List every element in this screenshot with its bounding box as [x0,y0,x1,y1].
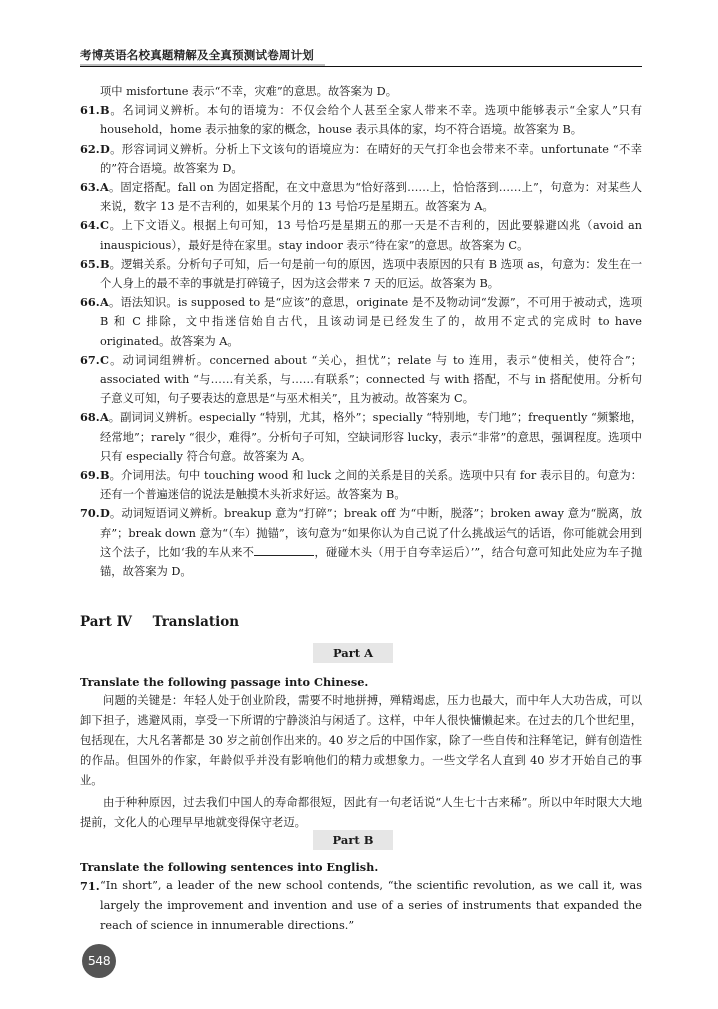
answer-item-69 [80,466,642,504]
item-number: 65. [80,256,100,271]
explanation: 。动词词组辨析。concerned about “关心，担忧”；relate 与 to 连用，表示“使相关，使符合”；associated with “与……有关系，与……有联系”；connected 与 with 搭配，不与 in 搭配使用。分析句子意义可知，句子要表达的意思是“与巫术相关”，且为被动。故答案为 C。 [100,353,642,406]
answer-item-67 [80,351,642,409]
item-number: 71. [80,879,100,893]
header-rule-line [80,66,642,67]
explanation: 。副词词义辨析。especially “特别，尤其，格外”；specially “特别地，专门地”；frequently “频繁地，经常地”；rarely “很少，难得”。分析句子可知，空缺词形容 lucky，表示“非常”的意思，强调程度。选项中只有 especially 符合句意。故答案为 A。 [100,411,642,463]
answer-letter: D [100,506,110,521]
answer-letter: B [100,468,110,483]
item-number: 67. [80,352,100,367]
answer-item-68 [80,408,642,466]
explanation: 。上下文语义。根据上句可知，13 号恰巧是星期五的那一天是不吉利的，因此要躲避凶兆（avoid an inauspicious），最好是待在家里。stay indoor 表示“待在家”的意思。故答案为 C。 [100,219,642,252]
part-a-label: Part A [313,643,393,663]
answer-item-66 [80,293,642,351]
answer-item-64 [80,216,642,254]
section-label: Part [80,614,112,630]
item-number: 62. [80,141,100,156]
answer-letter: A [100,180,109,195]
page-number-badge: 548 [82,944,116,978]
translation-sentence [80,876,642,936]
item-number: 69. [80,468,100,483]
answer-letter: D [100,141,110,156]
book-title: 考博英语名校真题精解及全真预测试卷周计划 [80,48,314,62]
answer-letter: C [100,352,109,367]
answer-letter: B [100,103,110,118]
item-number: 64. [80,218,100,233]
explanation: 。语法知识。is supposed to 是“应该”的意思，originate 是不及物动词“发源”，不可用于被动式，选项 B 和 C 排除，文中指迷信始自古代，且该动词是已经发生了的，故用不定式的完成时 to have originated。故答案为 A。 [100,296,642,348]
part-b-label: Part B [313,830,393,850]
item-number: 68. [80,410,100,425]
answer-letter: C [100,218,109,233]
continued-text: 项中 misfortune 表示“不幸，灾难”的意思。故答案为 D。 [100,85,398,98]
item-number: 61. [80,103,100,118]
answer-item-61 [80,101,642,139]
part-a-paragraph-1: 问题的关键是：年轻人处于创业阶段，需要不时地拼搏，殚精竭虑，压力也最大，而中年人大功告成，可以卸下担子，逃避风雨，享受一下所谓的宁静淡泊与闲适了。这样，中年人很快慵懒起来。在过去的几个世纪里，包括现在，大凡名著都是 30 岁之前创作出来的。40 岁之后的中国作家，除了一些自传和注释笔记，鲜有创造性的作品。但国外的作家，年龄似乎并没有影响他们的精力或想象力。一些文学名人直到 40 岁才开始自己的事业。 [80,694,642,787]
explanation: 。介词用法。句中 touching wood 和 luck 之间的关系是目的关系。选项中只有 for 表示目的。句意为：还有一个普遍迷信的说法是触摸木头祈求好运。故答案为 B。 [100,469,642,502]
answer-item-62 [80,140,642,178]
answer-item-70 [80,504,642,581]
answer-explanations [80,82,642,581]
explanation: 。固定搭配。fall on 为固定搭配，在文中意思为“恰好落到……上，恰恰落到……上”，句意为：对某些人来说，数字 13 是不吉利的，如果某个月的 13 号恰巧是星期五。故答案为 A。 [100,181,642,214]
section-roman-numeral: Ⅳ [116,614,132,630]
item-number: 63. [80,180,100,195]
answer-letter: B [100,256,110,271]
item-number: 66. [80,295,100,310]
header-rule [80,64,642,68]
answer-item-63 [80,178,642,216]
running-header [80,48,642,68]
sentence-text: “In short”, a leader of the new school contends, “the scientific revolution, as we call it, was largely the improvement and invention and use of a series of instruments that expanded the reach of science in innumerable directions.” [100,879,642,932]
explanation-part-1: 。动词短语词义辨析。breakup 意为“打碎”；break off 为“中断，脱落”；broken away 意为“脱离，放弃”；break down 意为“（车）抛锚”，该句意为“如果你认为自己说了什么挑战运气的话语，你可能就会用到这个法子，比如‘我的车从来不 [100,507,642,559]
explanation: 。名词词义辨析。本句的语境为：不仅会给个人甚至全家人带来不幸。选项中能够表示“全家人”只有 household，home 表示抽象的家的概念，house 表示具体的家，均不符合语境。故答案为 B。 [100,104,642,137]
section-heading [80,613,239,631]
explanation-part-2: ，碰碰木头（用于自夸幸运后）’”，结合句意可知此处应为车子抛锚，故答案为 D。 [100,545,642,579]
answer-letter: A [100,410,109,425]
item-number: 70. [80,506,100,521]
fill-in-blank [254,545,314,556]
part-a-instruction: Translate the following passage into Chinese. [80,675,369,689]
translation-item-71 [80,876,642,936]
answer-letter: A [100,295,109,310]
explanation: 。逻辑关系。分析句子可知，后一句是前一句的原因，选项中表原因的只有 B 选项 as，句意为：发生在一个人身上的最不幸的事就是打碎镜子，因为这会带来 7 天的厄运。故答案为 B。 [100,257,642,291]
explanation: 。形容词词义辨析。分析上下文该句的语境应为：在晴好的天气打伞也会带来不幸。unfortunate “不幸的”符合语境。故答案为 D。 [100,142,642,175]
part-b-instruction: Translate the following sentences into English. [80,860,379,874]
answer-item-65 [80,255,642,293]
part-a-paragraph-2: 由于种种原因，过去我们中国人的寿命都很短，因此有一句老话说“人生七十古来稀”。所以中年时限大大地提前，文化人的心理早早地就变得保守老迈。 [80,796,642,829]
section-title: Translation [152,614,240,630]
